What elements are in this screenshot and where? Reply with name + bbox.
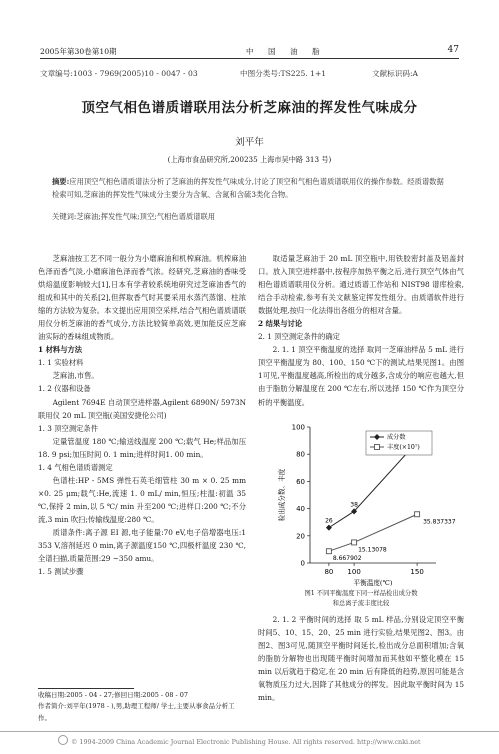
author-bio: 作者简介:刘平年(1978 - ),男,助理工程师/ 学士,主要从事食品分析工作。 <box>38 702 235 722</box>
author-name: 刘平年 <box>235 137 264 148</box>
right-column-bottom <box>258 613 464 704</box>
keywords-label: 关键词: <box>52 212 77 221</box>
x-axis-label: 平衡温度(℃) <box>353 578 393 587</box>
body-paragraph: 芝麻油,市售。 <box>52 371 99 381</box>
received-date: 收稿日期:2005 - 04 - 27;修回日期:2005 - 08 - 07 <box>38 691 189 699</box>
y-tick-label: 100 <box>291 423 305 432</box>
copyright-circle-icon <box>58 735 68 745</box>
x-tick-label: 80 <box>324 567 334 576</box>
data-label: 26 <box>325 517 333 525</box>
section-heading: 1 材料与方法 <box>38 345 83 355</box>
footnote-divider <box>38 688 134 689</box>
footnote <box>38 690 246 724</box>
body-paragraph: 质谱条件:离子源 EI 源,电子能量:70 eV,电子倍增器电压:1 353 V,溶剂延迟 0 min,离子源温度150 ℃,四极杆温度 230 ℃,全谱扫描,质量范围:29 ~350 amu。 <box>38 527 246 564</box>
y-axis-label: 检出成分数、丰度 <box>278 468 286 521</box>
legend-label-2: 丰度(×10⁷) <box>387 443 420 451</box>
keywords <box>52 212 448 222</box>
page-number: 47 <box>447 45 459 55</box>
body-paragraph: 色谱柱:HP - 5MS 弹性石英毛细管柱 30 m × 0. 25 mm ×0. 25 μm;载气:He,流速 1. 0 mL/ min,恒压;柱温:初温 35 ℃,保持 2 min,以 5 ℃/ min 升至200 ℃;进样口:200 ℃;不分流,3 min 吹扫;传输线温度:280 ℃。 <box>38 475 246 524</box>
series1-point <box>326 524 332 530</box>
data-label: 35.837337 <box>423 517 456 525</box>
subsection-heading: 1. 5 测试步骤 <box>38 567 84 577</box>
body-paragraph: Agilent 7694E 自动顶空进样器,Agilent 6890N/ 5973N 联用仪 20 mL 顶空瓶(美国安捷伦公司) <box>38 397 246 420</box>
subsection-heading: 1. 4 气相色谱质谱测定 <box>38 462 113 472</box>
header-journal-name: 中 国 油 脂 <box>246 47 326 56</box>
bottom-divider <box>0 731 499 732</box>
copyright-notice <box>58 735 421 746</box>
series2-point <box>326 548 331 553</box>
copyright-text: © 1994-2009 China Academic Journal Electronic Publishing House. All rights reserved. http://www.cnki.net <box>71 738 421 746</box>
subsection-heading: 1. 1 实验材料 <box>38 358 84 368</box>
y-tick-label: 40 <box>296 504 305 513</box>
clc-number: 中图分类号:TS225. 1+1 <box>240 69 327 78</box>
document-code: 文献标识码:A <box>372 69 419 78</box>
abstract <box>52 176 448 201</box>
abstract-text: 应用顶空气相色谱质谱法分析了芝麻油的挥发性气味成分,讨论了顶空和气相色谱质谱联用仪的操作参数。经质谱数据检索可知,芝麻油的挥发性气味成分主要分为含氧、含氮和含硫3类化合物。 <box>52 177 444 199</box>
author-affiliation: (上海市食品研究所,200235 上海市吴中路 313 号) <box>167 155 332 164</box>
running-header <box>40 44 459 59</box>
body-paragraph: 2. 1. 1 顶空平衡温度的选择 取同一芝麻油样品 5 mL 进行顶空平衡温度为 80、100、150 ℃下的测试,结果见图1。由图1可见,平衡温度越高,所检出的成分越多,含成分的响应也越大,但由于脂肪分解温度在 200 ℃左右,所以选择 150 ℃作为顶空分析的平衡温度。 <box>258 345 464 407</box>
legend-marker-2 <box>375 444 380 449</box>
keywords-text: 芝麻油;挥发性气味;顶空;气相色谱质谱联用 <box>76 212 216 221</box>
right-column <box>258 252 464 704</box>
data-label: 15.13078 <box>358 545 387 553</box>
chart-equilibrium-temperature <box>258 413 464 589</box>
subsection-heading: 1. 2 仪器和设备 <box>38 384 91 394</box>
figure-1 <box>258 413 464 613</box>
figure-caption-line2: 和总离子流丰度比较 <box>332 599 390 607</box>
body-paragraph: 定量管温度 180 ℃;输送线温度 200 ℃;载气 He;样品加压 18. 9 psi;加压时间 0. 1 min;进样时间1. 00 min。 <box>38 436 246 459</box>
y-tick-label: 0 <box>300 559 305 568</box>
body-paragraph: 取适量芝麻油于 20 mL 顶空瓶中,用铁胶密封盖及铝盖封口。放入顶空进样器中,按程序加热平衡之后,进行顶空气体由气相色谱质谱联用仪分析。通过质谱工作站和 NIST98 谱库检索,结合手动检索,参考有关文献鉴定挥发性组分。由质谱软件进行数据处理,按归一化法得出各组分的相对含量。 <box>258 254 464 316</box>
article-number: 文章编号:1003 - 7969(2005)10 - 0047 - 03 <box>40 69 198 78</box>
figure-caption-line1: 图1 不同平衡温度下同一样品检出成分数 <box>304 589 418 597</box>
right-column-top <box>258 252 464 409</box>
data-label: 8.667902 <box>332 554 362 562</box>
y-tick-label: 60 <box>296 477 305 486</box>
series2-point <box>415 511 420 516</box>
left-column <box>38 252 246 578</box>
subsection-heading: 2. 1 顶空测定条件的确定 <box>258 332 340 342</box>
subsection-heading: 1. 3 顶空测定条件 <box>38 423 99 433</box>
abstract-label: 摘要: <box>52 177 70 186</box>
x-tick-label: 150 <box>410 567 424 576</box>
series2-point <box>352 539 357 544</box>
legend-label-1: 成分数 <box>387 433 406 441</box>
section-heading: 2 结果与讨论 <box>258 319 303 329</box>
header-issue: 2005年第30卷第10期 <box>40 47 117 56</box>
data-label: 38 <box>350 500 358 508</box>
x-tick-label: 100 <box>347 567 361 576</box>
y-tick-label: 20 <box>296 531 305 540</box>
body-paragraph: 芝麻油按工艺不同一般分为小磨麻油和机榨麻油。机榨麻油色泽而香气淡,小磨麻油色泽而香气浓。经研究,芝麻油的香味受烘焙温度影响较大[1],日本有学者较系统地研究过芝麻油香气的组成和其中的关系[2],但挥取香气时其要采用水蒸汽蒸馏、柱浓缩的方法较为复杂。本文提出应用顶空采样,结合气相色谱质谱联用仪分析芝麻油的香气成分,方法比较简单高效,更加能反应芝麻油实际的香味组成物质。 <box>38 254 246 342</box>
body-paragraph: 2. 1. 2 平衡时间的选择 取 5 mL 样品,分别设定顶空平衡时间5、10、15、20、25 min 进行实验,结果见图2、图3。由图2、图3可见,随顶空平衡时间延长,检出成分总面积增加;含氧的脂肪分解物也出现随平衡时间增加而其他如平整化模在 15 min 以后就趋于稳定,在 20 min 后有降低的趋势,原因可能是含氧物质压力过大,因降了其他成分的挥发。因此取平衡时间为 15 min。 <box>258 614 464 702</box>
y-tick-label: 80 <box>296 450 305 459</box>
paper-title: 顶空气相色谱质谱联用法分析芝麻油的挥发性气味成分 <box>81 100 418 116</box>
